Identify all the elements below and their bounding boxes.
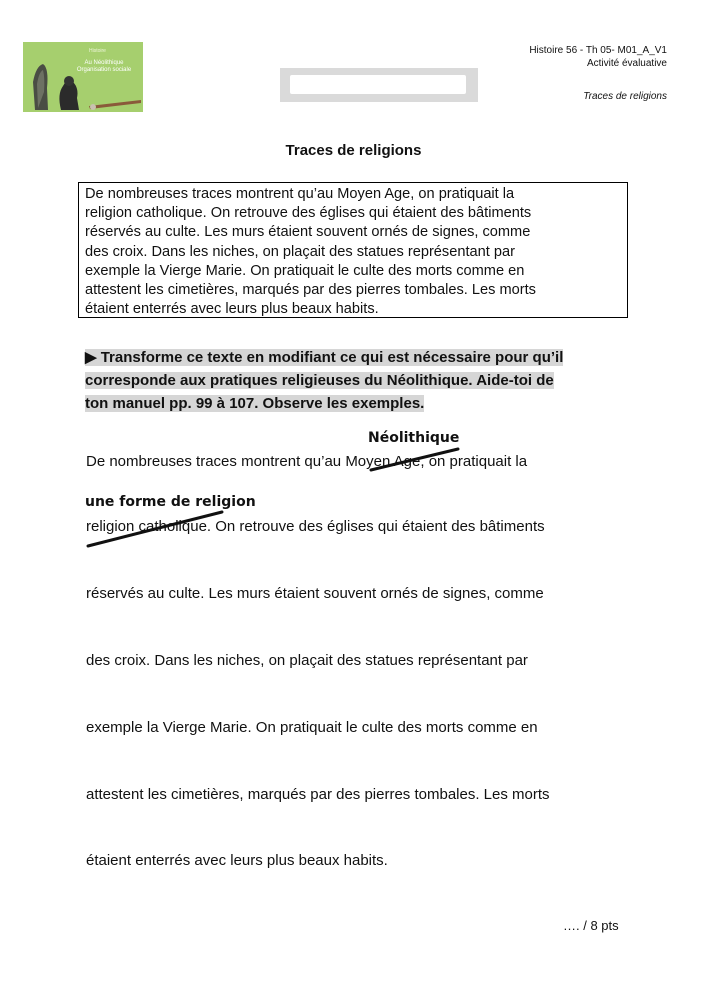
exercise-line-3: réservés au culte. Les murs étaient souvent ornés de signes, comme [86, 585, 544, 602]
source-line: De nombreuses traces montrent qu’au Moyen Age, on pratiquait la [85, 186, 515, 202]
activity-type: Activité évaluative [586, 58, 667, 69]
exercise-line-6: attestent les cimetières, marqués par des pierres tombales. Les morts [86, 786, 550, 803]
logo-line-2: Organisation sociale [76, 67, 132, 73]
strike-mark [371, 449, 458, 470]
exercise-line-7: étaient enterrés avec leurs plus beaux habits. [86, 852, 388, 869]
struck-text: religion catholique [86, 518, 207, 535]
source-line: religion catholique. On retrouve des églises qui étaient des bâtiments [85, 205, 532, 222]
exercise-line-5: exemple la Vierge Marie. On pratiquait le culte des morts comme en [86, 719, 538, 736]
instruction-line: corresponde aux pratiques religieuses du Néolithique. Aide-toi de [85, 372, 554, 389]
strike-mark [88, 512, 222, 546]
instruction-line: ton manuel pp. 99 à 107. Observe les exemples. [85, 395, 425, 412]
source-line: étaient enterrés avec leurs plus beaux habits. [85, 301, 379, 318]
score: …. / 8 pts [563, 918, 619, 933]
source-line: exemple la Vierge Marie. On pratiquait le culte des morts comme en [85, 262, 525, 279]
source-line: attestent les cimetières, marqués par des pierres tombales. Les morts [85, 282, 536, 299]
logo-small-text: Histoire [89, 48, 106, 54]
exercise-text: De nombreuses traces montrent qu’au [86, 453, 346, 470]
exercise-text: , on pratiquait la [420, 453, 528, 470]
instruction-line: Transforme ce texte en modifiant ce qui est nécessaire pour qu’il [100, 349, 564, 366]
logo-line-1: Au Néolithique [84, 60, 124, 66]
document-reference: Histoire 56 - Th 05- M01_A_V1 [529, 45, 667, 56]
correction-forme-religion: une forme de religion [85, 494, 256, 510]
play-marker-icon: ▶ [85, 349, 97, 366]
source-line: des croix. Dans les niches, on plaçait des statues représentant par [85, 243, 515, 260]
exercise-line-4: des croix. Dans les niches, on plaçait des statues représentant par [86, 652, 528, 669]
struck-text: Moyen Age [345, 453, 421, 470]
page-title: Traces de religions [285, 142, 422, 159]
correction-neolithique: Néolithique [368, 430, 460, 446]
source-line: réservés au culte. Les murs étaient souvent ornés de signes, comme [85, 224, 531, 241]
exercise-text: . On retrouve des églises qui étaient des bâtiments [206, 518, 545, 535]
header-subject: Traces de religions [583, 91, 667, 102]
